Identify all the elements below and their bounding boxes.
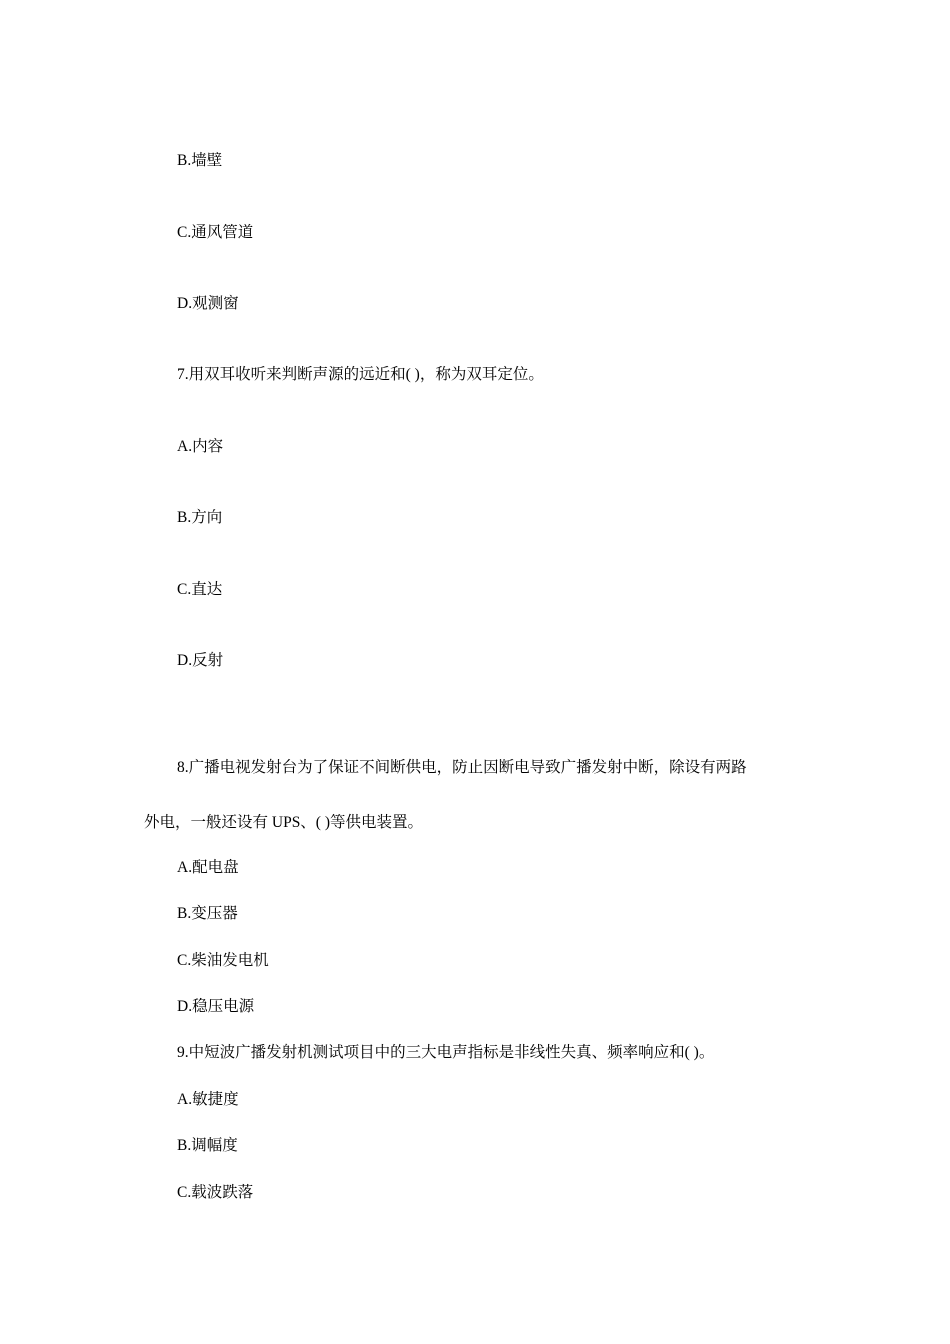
q8-option-c: C.柴油发电机 xyxy=(177,952,269,969)
q8-option-d: D.稳压电源 xyxy=(177,998,255,1015)
q9-stem: 9.中短波广播发射机测试项目中的三大电声指标是非线性失真、频率响应和( )。 xyxy=(177,1044,715,1061)
q8-stem-line1: 8.广播电视发射台为了保证不间断供电，防止因断电导致广播发射中断，除设有两路 xyxy=(177,759,747,776)
q9-option-c: C.载波跌落 xyxy=(177,1184,254,1201)
q7-option-a: A.内容 xyxy=(177,438,224,455)
q6-option-c: C.通风管道 xyxy=(177,224,254,241)
q7-option-c: C.直达 xyxy=(177,581,223,598)
q8-option-b: B.变压器 xyxy=(177,905,238,922)
q6-option-b: B.墙壁 xyxy=(177,152,223,169)
q9-option-a: A.敏捷度 xyxy=(177,1091,239,1108)
q8-option-a: A.配电盘 xyxy=(177,859,239,876)
q7-option-d: D.反射 xyxy=(177,652,224,669)
q7-stem: 7.用双耳收听来判断声源的远近和( )，称为双耳定位。 xyxy=(177,366,544,383)
q6-option-d: D.观测窗 xyxy=(177,295,239,312)
q8-stem-line2: 外电，一般还设有 UPS、( )等供电装置。 xyxy=(144,814,424,831)
q9-option-b: B.调幅度 xyxy=(177,1137,238,1154)
q7-option-b: B.方向 xyxy=(177,509,223,526)
